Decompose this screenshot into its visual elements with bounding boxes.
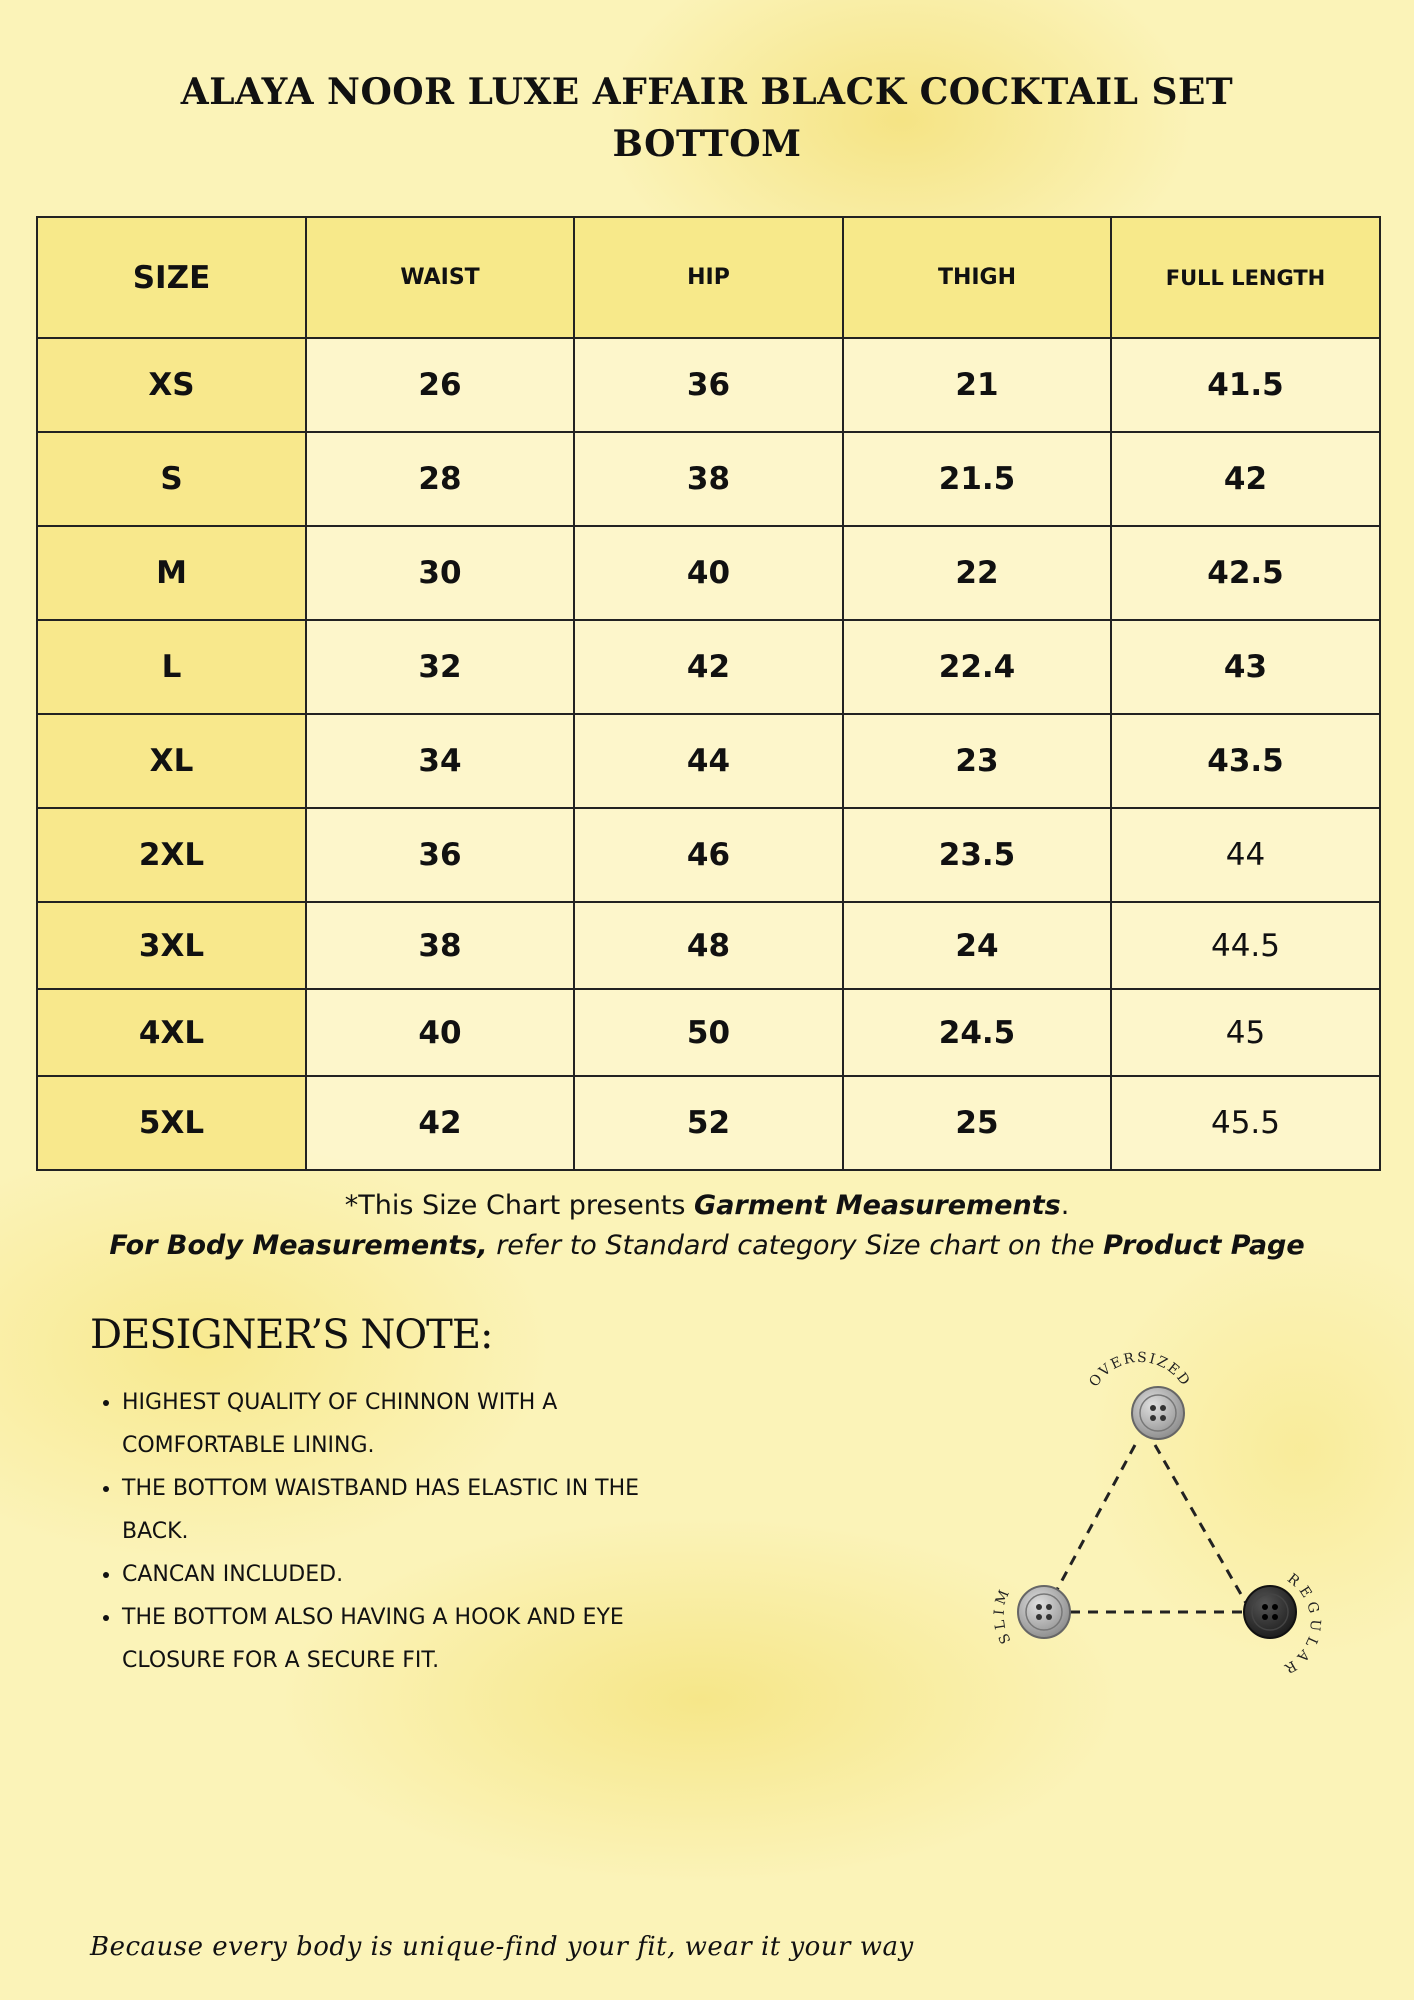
cell-waist: 30 [306, 526, 574, 620]
cell-full-length: 45.5 [1111, 1076, 1380, 1170]
designers-note-list [90, 1381, 682, 1682]
list-item: • HIGHEST QUALITY OF CHINNON WITH A COMFORTABLE LINING. [122, 1381, 682, 1467]
cell-full-length: 43.5 [1111, 714, 1380, 808]
cell-size: 4XL [37, 989, 306, 1076]
oversized-label: OVERSIZED [1086, 1350, 1194, 1390]
cell-thigh: 21 [843, 338, 1111, 432]
header-hip: HIP [574, 217, 843, 338]
header-size: SIZE [37, 217, 306, 338]
cell-thigh: 23 [843, 714, 1111, 808]
cell-waist: 32 [306, 620, 574, 714]
regular-button-icon [1244, 1586, 1296, 1638]
cell-thigh: 25 [843, 1076, 1111, 1170]
svg-text:OVERSIZED [1086, 1350, 1194, 1390]
cell-waist: 28 [306, 432, 574, 526]
cell-size: L [37, 620, 306, 714]
garment-note-prefix: *This Size Chart presents [344, 1190, 695, 1221]
cell-size: M [37, 526, 306, 620]
cell-hip: 44 [574, 714, 843, 808]
body-note-mid: refer to Standard category Size chart on the [487, 1230, 1104, 1261]
body-note-bold: For Body Measurements, [109, 1230, 488, 1261]
cell-size: XL [37, 714, 306, 808]
table-row [37, 620, 1380, 714]
cell-waist: 36 [306, 808, 574, 902]
cell-full-length: 43 [1111, 620, 1380, 714]
cell-hip: 38 [574, 432, 843, 526]
list-item: • THE BOTTOM ALSO HAVING A HOOK AND EYE CLOSURE FOR A SECURE FIT. [122, 1596, 682, 1682]
cell-waist: 40 [306, 989, 574, 1076]
cell-thigh: 23.5 [843, 808, 1111, 902]
cell-full-length: 45 [1111, 989, 1380, 1076]
garment-note-suffix: . [1060, 1190, 1070, 1221]
cell-waist: 26 [306, 338, 574, 432]
body-note-link: Product Page [1103, 1230, 1305, 1261]
slim-label: SLIM [991, 1584, 1015, 1647]
cell-thigh: 24.5 [843, 989, 1111, 1076]
svg-text:SLIM [991, 1584, 1014, 1646]
table-row [37, 808, 1380, 902]
cell-full-length: 41.5 [1111, 338, 1380, 432]
table-row [37, 989, 1380, 1076]
cell-hip: 50 [574, 989, 843, 1076]
header-thigh: THIGH [843, 217, 1111, 338]
cell-hip: 40 [574, 526, 843, 620]
fit-diagram [960, 1350, 1340, 1690]
table-row [37, 432, 1380, 526]
page-title [0, 66, 1414, 170]
designers-note-title: DESIGNER’S NOTE: [90, 1312, 493, 1358]
cell-full-length: 44 [1111, 808, 1380, 902]
cell-size: S [37, 432, 306, 526]
cell-hip: 42 [574, 620, 843, 714]
dashed-triangle [1045, 1445, 1250, 1612]
garment-note-bold: Garment Measurements [694, 1190, 1061, 1221]
header-full-length: FULL LENGTH [1111, 217, 1380, 338]
cell-waist: 42 [306, 1076, 574, 1170]
table-row [37, 902, 1380, 989]
cell-size: 3XL [37, 902, 306, 989]
oversized-button-icon [1132, 1387, 1184, 1439]
cell-size: XS [37, 338, 306, 432]
regular-label: REGULAR [1277, 1570, 1324, 1679]
list-item: • THE BOTTOM WAISTBAND HAS ELASTIC IN THE BACK. [122, 1467, 682, 1553]
table-row [37, 338, 1380, 432]
header-waist: WAIST [306, 217, 574, 338]
cell-full-length: 44.5 [1111, 902, 1380, 989]
cell-hip: 52 [574, 1076, 843, 1170]
body-measurement-note [0, 1230, 1414, 1261]
cell-full-length: 42.5 [1111, 526, 1380, 620]
cell-hip: 46 [574, 808, 843, 902]
table-row [37, 526, 1380, 620]
cell-waist: 34 [306, 714, 574, 808]
cell-hip: 36 [574, 338, 843, 432]
title-line-2: BOTTOM [612, 123, 802, 165]
cell-thigh: 21.5 [843, 432, 1111, 526]
cell-size: 5XL [37, 1076, 306, 1170]
list-item: • CANCAN INCLUDED. [122, 1553, 682, 1596]
cell-waist: 38 [306, 902, 574, 989]
cell-hip: 48 [574, 902, 843, 989]
cell-thigh: 24 [843, 902, 1111, 989]
size-chart-table [36, 216, 1381, 1171]
cell-full-length: 42 [1111, 432, 1380, 526]
table-row [37, 1076, 1380, 1170]
cell-size: 2XL [37, 808, 306, 902]
cell-thigh: 22 [843, 526, 1111, 620]
table-row [37, 714, 1380, 808]
garment-note [0, 1190, 1414, 1221]
slim-button-icon [1018, 1586, 1070, 1638]
cell-thigh: 22.4 [843, 620, 1111, 714]
table-header-row [37, 217, 1380, 338]
title-line-1: ALAYA NOOR LUXE AFFAIR BLACK COCKTAIL SET [180, 71, 1234, 113]
footer-tagline: Because every body is unique-find your fit, wear it your way [90, 1932, 914, 1962]
